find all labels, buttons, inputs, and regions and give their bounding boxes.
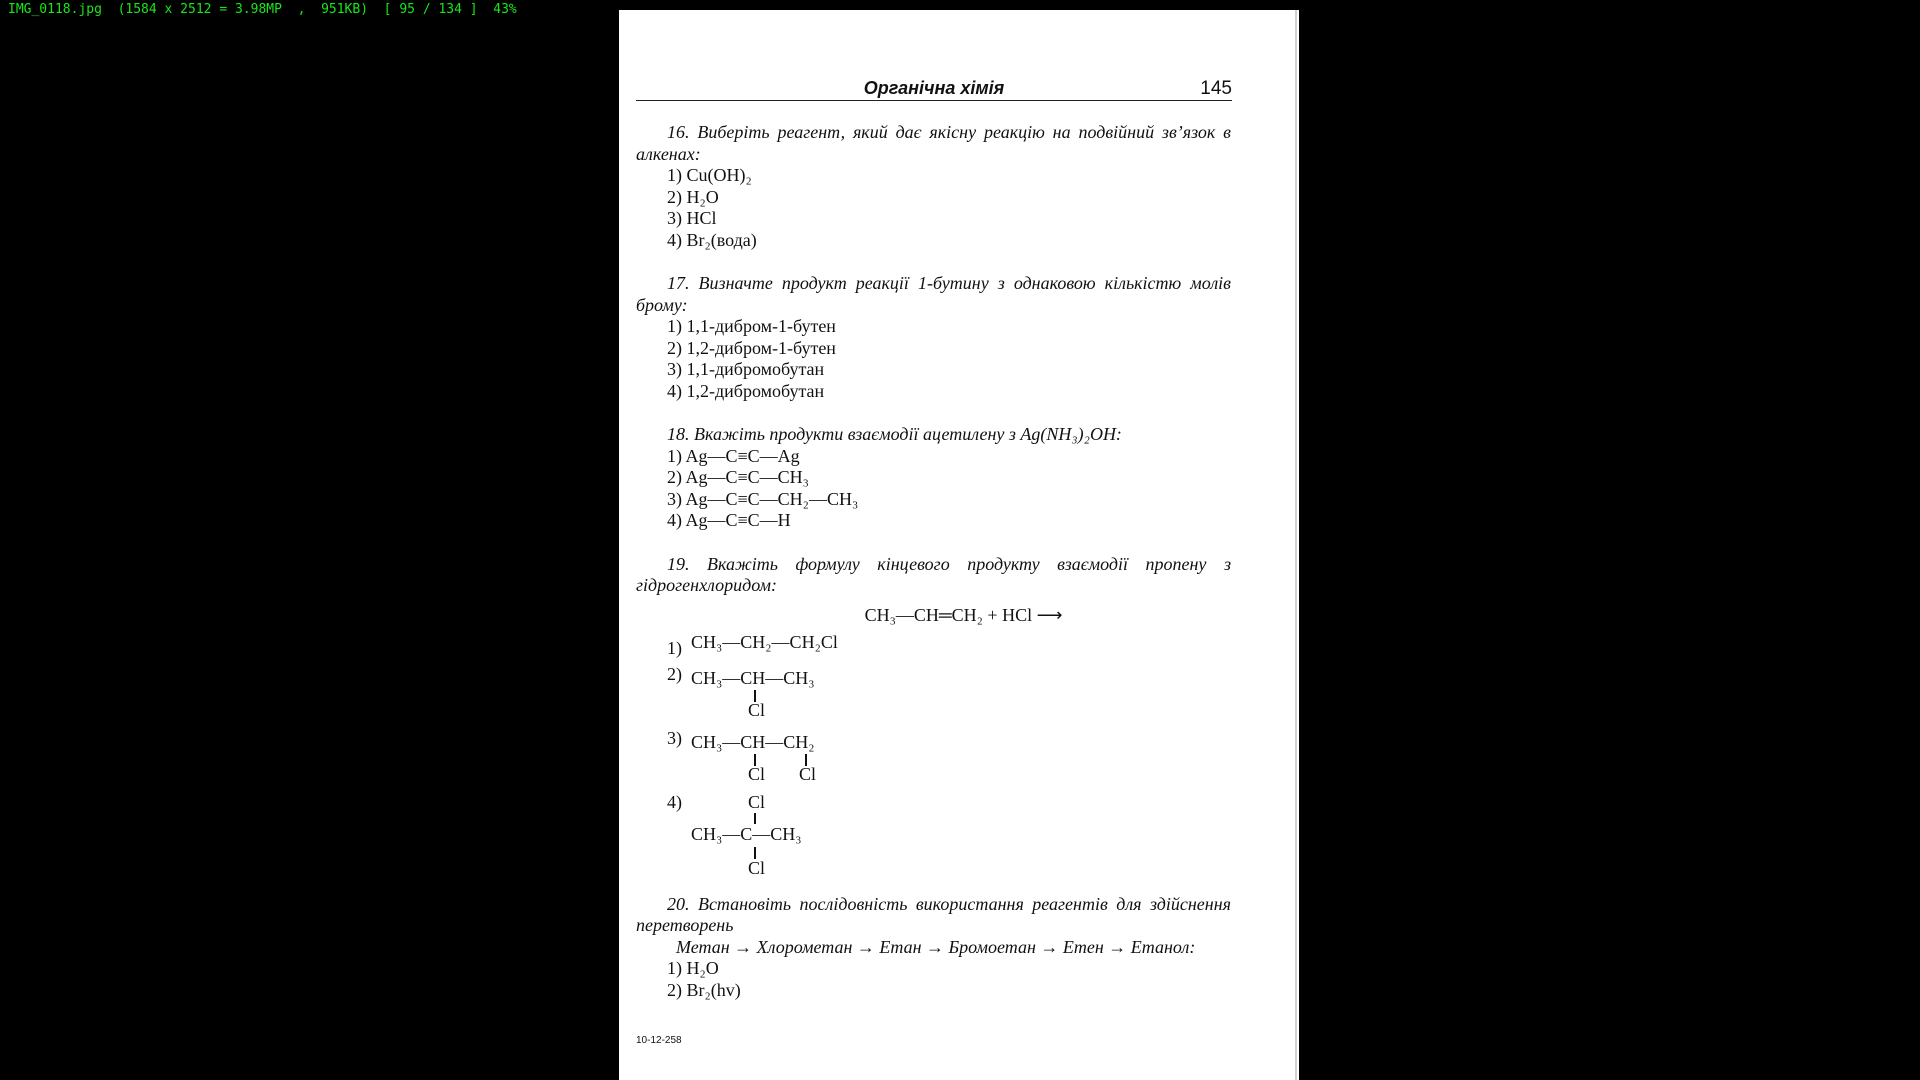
- option-number: 4): [667, 791, 682, 812]
- question-20: [636, 894, 1231, 1002]
- header-title: Органічна хімія: [863, 78, 1005, 98]
- formula: CH₃—C—CH₃: [691, 823, 802, 844]
- page-edge: [1295, 10, 1297, 1080]
- question-18-option-2: 2) Ag—C≡C—CH₃: [667, 467, 809, 487]
- question-19-option-4: [636, 792, 1231, 880]
- formula: CH₃—CH—CH₂: [691, 731, 815, 752]
- question-18-option-1: 1) Ag—C≡C—Ag: [667, 445, 800, 466]
- question-16-text: 16. Виберіть реагент, який дає якісну реакцію на подвійний зв’язок в алкенах:: [636, 122, 1231, 164]
- question-18-option-4: 4) Ag—C≡C—H: [667, 510, 791, 530]
- page-number: 145: [1200, 78, 1232, 99]
- question-19-text: 19. Вкажіть формулу кінцевого продукту взаємодії пропену з гідрогенхлоридом:: [636, 553, 1231, 595]
- question-19-option-1: [636, 632, 1231, 660]
- question-20-option-2: 2) Br₂(hv): [667, 979, 741, 1000]
- page-footer-code: 10-12-258: [636, 1035, 682, 1046]
- question-20-text: 20. Встановіть послідовність використання реагентів для здійснення перетворень: [636, 893, 1231, 935]
- question-16-option-4: 4) Br₂(вода): [667, 229, 757, 250]
- question-18-option-3: 3) Ag—C≡C—CH₂—CH₃: [667, 488, 859, 509]
- option-number: 1): [667, 638, 682, 658]
- question-19-option-2: [636, 664, 1231, 722]
- substituent: Cl: [748, 857, 766, 878]
- page-header: [636, 66, 1232, 101]
- substituent: Cl: [748, 791, 766, 812]
- page-content: [636, 122, 1231, 1001]
- option-number: 2): [667, 663, 682, 684]
- question-19-option-3: [636, 728, 1231, 786]
- question-16-option-3: 3) HCl: [667, 208, 717, 228]
- document-page: [619, 10, 1299, 1080]
- formula: CH₃—CH—CH₃: [691, 667, 815, 688]
- question-17-option-4: 4) 1,2-дибромобутан: [667, 380, 825, 401]
- question-16-option-1: 1) Cu(OH)₂: [667, 165, 752, 185]
- option-number: 3): [667, 727, 682, 748]
- substituent: Cl: [748, 763, 766, 784]
- question-18-text: 18. Вкажіть продукти взаємодії ацетилену з Ag(NH₃)₂OH:: [667, 424, 1122, 444]
- bond-line: [754, 813, 756, 824]
- question-17-text: 17. Визначте продукт реакції 1-бутину з однаковою кількістю молів брому:: [636, 273, 1231, 315]
- question-20-option-1: 1) H₂O: [667, 958, 719, 978]
- question-17-option-1: 1) 1,1-дибром-1-бутен: [667, 316, 836, 336]
- question-17-option-2: 2) 1,2-дибром-1-бутен: [667, 337, 836, 358]
- question-17: [636, 273, 1231, 402]
- question-16: [636, 122, 1231, 251]
- question-20-scheme: Метан → Хлорометан → Етан → Бромоетан → Етен → Етанол:: [676, 936, 1196, 957]
- question-19-reaction: CH₃—CH═CH₂ + HCl ⟶: [864, 604, 1063, 625]
- substituent: Cl: [799, 763, 817, 784]
- formula: CH₃—CH₂—CH₂Cl: [691, 632, 838, 652]
- question-17-option-3: 3) 1,1-дибромобутан: [667, 359, 825, 379]
- question-18: [636, 424, 1231, 532]
- substituent: Cl: [748, 699, 766, 720]
- question-19: [636, 554, 1231, 880]
- question-16-option-2: 2) H₂O: [667, 186, 719, 207]
- viewer-status-bar: IMG_0118.jpg (1584 x 2512 = 3.98MP , 951KB) [ 95 / 134 ] 43%: [8, 2, 517, 17]
